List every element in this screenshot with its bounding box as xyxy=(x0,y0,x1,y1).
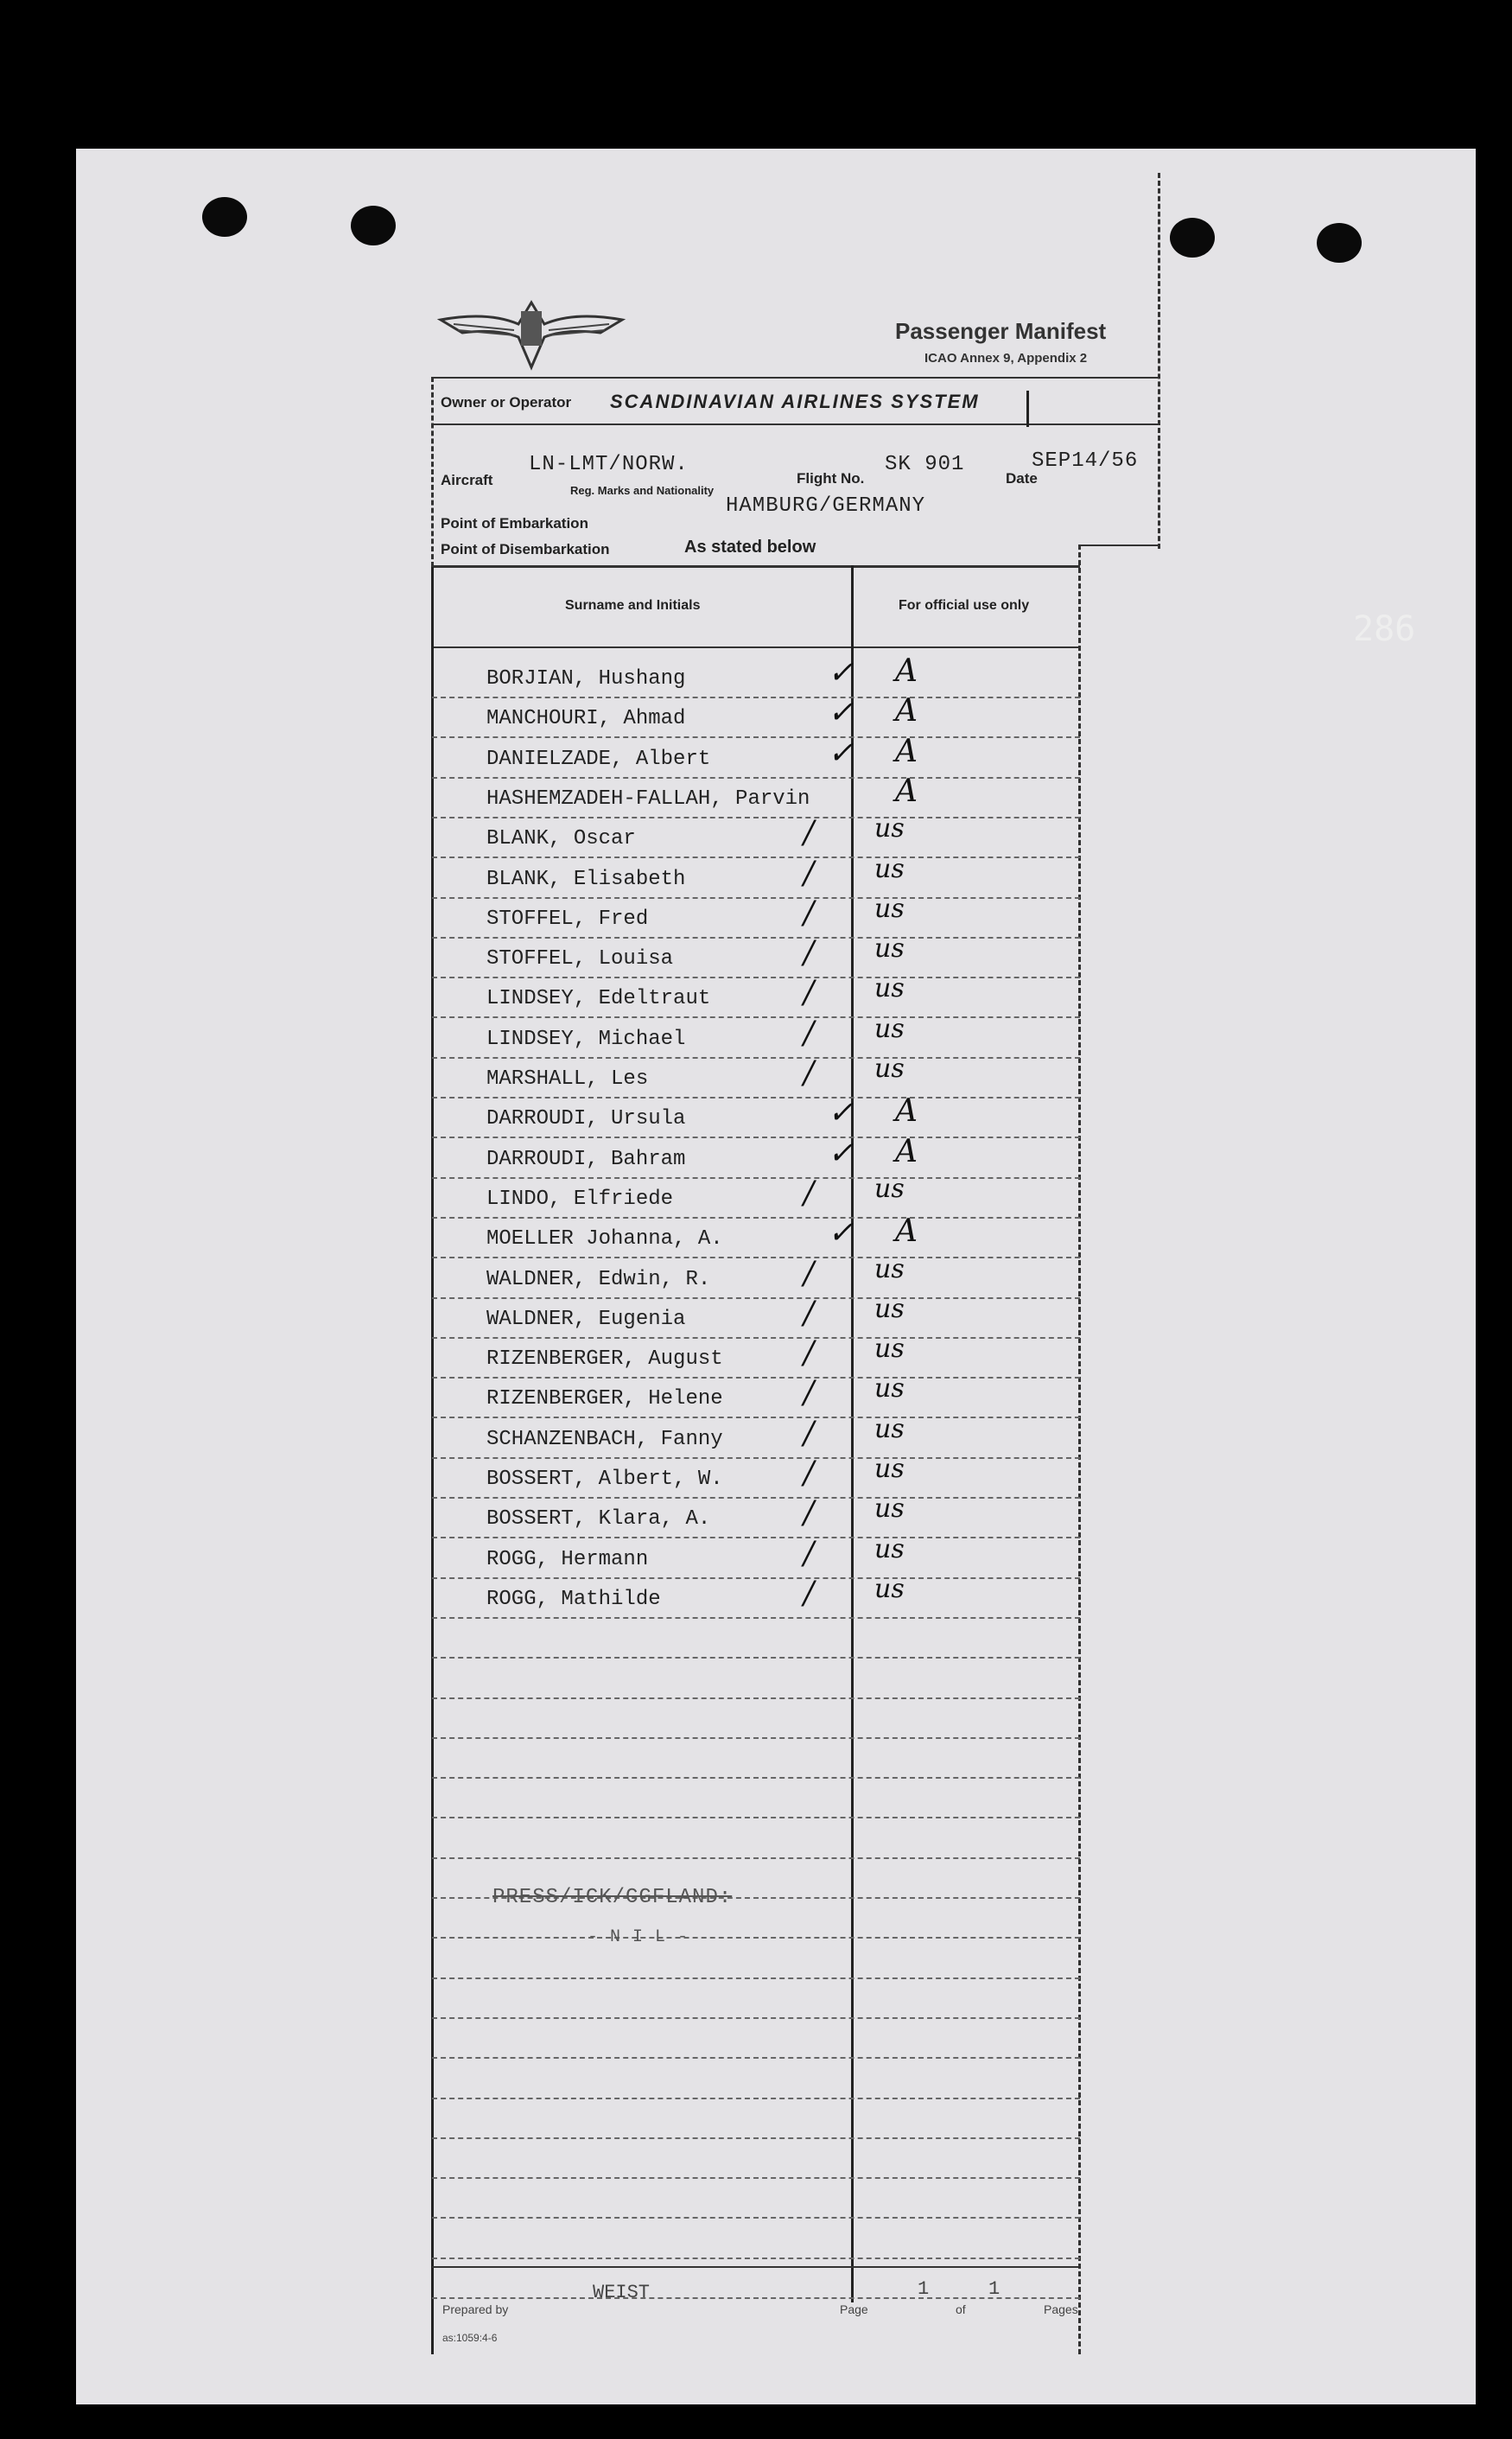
row-line xyxy=(432,2297,1080,2299)
row-line xyxy=(432,1817,1080,1818)
passenger-name: HASHEMZADEH-FALLAH, Parvin xyxy=(486,787,810,811)
passenger-name: MANCHOURI, Ahmad xyxy=(486,707,686,730)
page-number: 286 xyxy=(1353,609,1416,649)
table-left-edge xyxy=(431,565,434,2354)
check-mark: / xyxy=(804,1576,815,1611)
check-mark: ✓ xyxy=(828,1136,854,1171)
row-line xyxy=(432,2258,1080,2259)
official-mark: us xyxy=(874,1373,905,1404)
row-line xyxy=(432,2137,1080,2139)
row-line xyxy=(432,2017,1080,2019)
row-line xyxy=(432,1937,1080,1939)
prepared-value: WEIST xyxy=(593,2282,651,2303)
flight-label: Flight No. xyxy=(797,470,865,487)
check-mark: ✓ xyxy=(828,736,854,771)
owner-value: SCANDINAVIAN AIRLINES SYSTEM xyxy=(610,391,980,412)
punch-hole xyxy=(1317,223,1362,263)
passenger-name: BLANK, Oscar xyxy=(486,827,636,850)
col-official-header: For official use only xyxy=(899,598,1030,613)
passenger-name: RIZENBERGER, Helene xyxy=(486,1387,723,1411)
row-line xyxy=(432,2217,1080,2219)
extra-line-1: PRESS/ICK/CGFLAND: xyxy=(492,1886,733,1909)
row-line xyxy=(432,1497,1080,1499)
passenger-name: BORJIAN, Hushang xyxy=(486,667,686,691)
aircraft-value: LN-LMT/NORW. xyxy=(529,453,689,476)
passenger-name: RIZENBERGER, August xyxy=(486,1347,723,1371)
check-mark: / xyxy=(804,1375,815,1411)
check-mark: / xyxy=(804,856,815,891)
official-mark: us xyxy=(874,854,905,884)
passenger-name: STOFFEL, Fred xyxy=(486,907,649,931)
official-mark: us xyxy=(874,1174,905,1204)
row-line xyxy=(432,1377,1080,1379)
check-mark: / xyxy=(804,1016,815,1051)
official-mark: us xyxy=(874,1054,905,1084)
official-mark: us xyxy=(874,813,905,844)
row-line xyxy=(432,977,1080,978)
check-mark: ✓ xyxy=(828,1215,854,1251)
official-mark: A xyxy=(895,774,918,809)
official-mark: A xyxy=(895,693,918,729)
row-line xyxy=(432,1257,1080,1258)
official-mark: us xyxy=(874,1493,905,1524)
check-mark: / xyxy=(804,1536,815,1571)
table-top-rule xyxy=(432,565,1080,568)
punch-hole xyxy=(351,206,396,245)
embark-label: Point of Embarkation xyxy=(441,515,588,532)
row-line xyxy=(432,1617,1080,1619)
form-subtitle: ICAO Annex 9, Appendix 2 xyxy=(924,351,1088,366)
header-rule xyxy=(432,377,1159,379)
passenger-name: WALDNER, Edwin, R. xyxy=(486,1268,711,1291)
check-mark: / xyxy=(804,1416,815,1451)
official-mark: A xyxy=(895,653,918,689)
passenger-name: MARSHALL, Les xyxy=(486,1067,649,1091)
official-mark: us xyxy=(874,1014,905,1044)
header-rule xyxy=(432,423,1159,425)
check-mark: / xyxy=(804,1455,815,1491)
header-left-edge xyxy=(431,377,434,567)
passenger-name: WALDNER, Eugenia xyxy=(486,1308,686,1331)
check-mark: / xyxy=(804,935,815,971)
punch-hole xyxy=(202,197,247,237)
row-line xyxy=(432,1697,1080,1699)
check-mark: / xyxy=(804,1175,815,1211)
date-label: Date xyxy=(1006,470,1038,487)
header-right-edge xyxy=(1158,173,1160,549)
disembark-value: As stated below xyxy=(684,538,816,557)
row-line xyxy=(432,817,1080,818)
official-mark: us xyxy=(874,1574,905,1604)
header-rule xyxy=(1080,544,1159,546)
check-mark: / xyxy=(804,1335,815,1371)
of-value: 1 xyxy=(988,2278,1001,2300)
row-line xyxy=(432,736,1080,738)
official-mark: us xyxy=(874,1454,905,1484)
row-line xyxy=(432,1657,1080,1659)
document-page xyxy=(76,149,1476,2404)
row-line xyxy=(432,1777,1080,1779)
table-divider xyxy=(851,565,854,2302)
passenger-name: ROGG, Hermann xyxy=(486,1548,649,1571)
official-mark: us xyxy=(874,1294,905,1324)
row-line xyxy=(432,1537,1080,1538)
form-number: as:1059:4-6 xyxy=(442,2332,498,2344)
row-line xyxy=(432,1057,1080,1059)
check-mark: / xyxy=(804,1055,815,1091)
disembark-label: Point of Disembarkation xyxy=(441,541,610,557)
row-line xyxy=(432,1577,1080,1579)
official-mark: A xyxy=(895,734,918,769)
row-line xyxy=(432,1977,1080,1979)
reg-label: Reg. Marks and Nationality xyxy=(570,484,715,497)
passenger-name: BOSSERT, Klara, A. xyxy=(486,1507,711,1531)
passenger-name: LINDSEY, Michael xyxy=(486,1028,686,1051)
row-line xyxy=(432,1857,1080,1859)
official-mark: A xyxy=(895,1213,918,1249)
owner-stroke xyxy=(1026,391,1029,427)
row-line xyxy=(432,1457,1080,1459)
row-line xyxy=(432,2177,1080,2179)
page-value: 1 xyxy=(918,2278,930,2300)
row-line xyxy=(432,1737,1080,1739)
official-mark: us xyxy=(874,1254,905,1284)
punch-hole xyxy=(1170,218,1215,258)
check-mark: / xyxy=(804,815,815,850)
check-mark: / xyxy=(804,975,815,1010)
form-title: Passenger Manifest xyxy=(895,318,1107,344)
official-mark: us xyxy=(874,1334,905,1364)
passenger-name: LINDO, Elfriede xyxy=(486,1188,674,1211)
check-mark: / xyxy=(804,1256,815,1291)
passenger-name: STOFFEL, Louisa xyxy=(486,947,674,971)
check-mark: / xyxy=(804,1296,815,1331)
passenger-name: DANIELZADE, Albert xyxy=(486,748,711,771)
passenger-name: DARROUDI, Bahram xyxy=(486,1148,686,1171)
row-line xyxy=(432,1217,1080,1219)
airline-logo-icon xyxy=(436,285,626,372)
row-line xyxy=(432,1137,1080,1138)
pages-label: Pages xyxy=(1044,2302,1078,2316)
row-line xyxy=(432,1417,1080,1418)
passenger-name: MOELLER Johanna, A. xyxy=(486,1227,723,1251)
check-mark: / xyxy=(804,1495,815,1531)
check-mark: ✓ xyxy=(828,695,854,730)
owner-label: Owner or Operator xyxy=(441,394,572,411)
check-mark: / xyxy=(804,895,815,931)
row-line xyxy=(432,937,1080,939)
row-line xyxy=(432,2057,1080,2059)
extra-line-2: - N I L - xyxy=(588,1927,689,1947)
row-line xyxy=(432,697,1080,698)
official-mark: us xyxy=(874,894,905,924)
row-line xyxy=(432,1177,1080,1179)
row-line xyxy=(432,777,1080,779)
footer-rule xyxy=(432,2266,1080,2268)
aircraft-label: Aircraft xyxy=(441,472,493,488)
check-mark: ✓ xyxy=(828,1095,854,1130)
row-line xyxy=(432,1337,1080,1339)
official-mark: us xyxy=(874,1534,905,1564)
official-mark: us xyxy=(874,973,905,1003)
passenger-name: SCHANZENBACH, Fanny xyxy=(486,1428,723,1451)
official-mark: us xyxy=(874,1414,905,1444)
row-line xyxy=(432,897,1080,899)
of-label: of xyxy=(956,2302,966,2316)
row-line xyxy=(432,857,1080,858)
passenger-name: LINDSEY, Edeltraut xyxy=(486,987,711,1010)
passenger-name: BOSSERT, Albert, W. xyxy=(486,1468,723,1491)
official-mark: us xyxy=(874,933,905,964)
passenger-name: BLANK, Elisabeth xyxy=(486,868,686,891)
check-mark: ✓ xyxy=(828,655,854,691)
official-mark: A xyxy=(895,1134,918,1169)
embark-value: HAMBURG/GERMANY xyxy=(726,494,926,518)
passenger-name: ROGG, Mathilde xyxy=(486,1588,661,1611)
table-header-rule xyxy=(432,646,1080,648)
official-mark: A xyxy=(895,1093,918,1129)
row-line xyxy=(432,1097,1080,1099)
date-value: SEP14/56 xyxy=(1032,449,1139,473)
row-line xyxy=(432,1297,1080,1299)
passenger-name: DARROUDI, Ursula xyxy=(486,1107,686,1130)
row-line xyxy=(432,1016,1080,1018)
prepared-label: Prepared by xyxy=(442,2302,509,2316)
col-names-header: Surname and Initials xyxy=(565,598,701,613)
page-label: Page xyxy=(840,2302,868,2316)
row-line xyxy=(432,2098,1080,2099)
flight-value: SK 901 xyxy=(885,453,965,476)
